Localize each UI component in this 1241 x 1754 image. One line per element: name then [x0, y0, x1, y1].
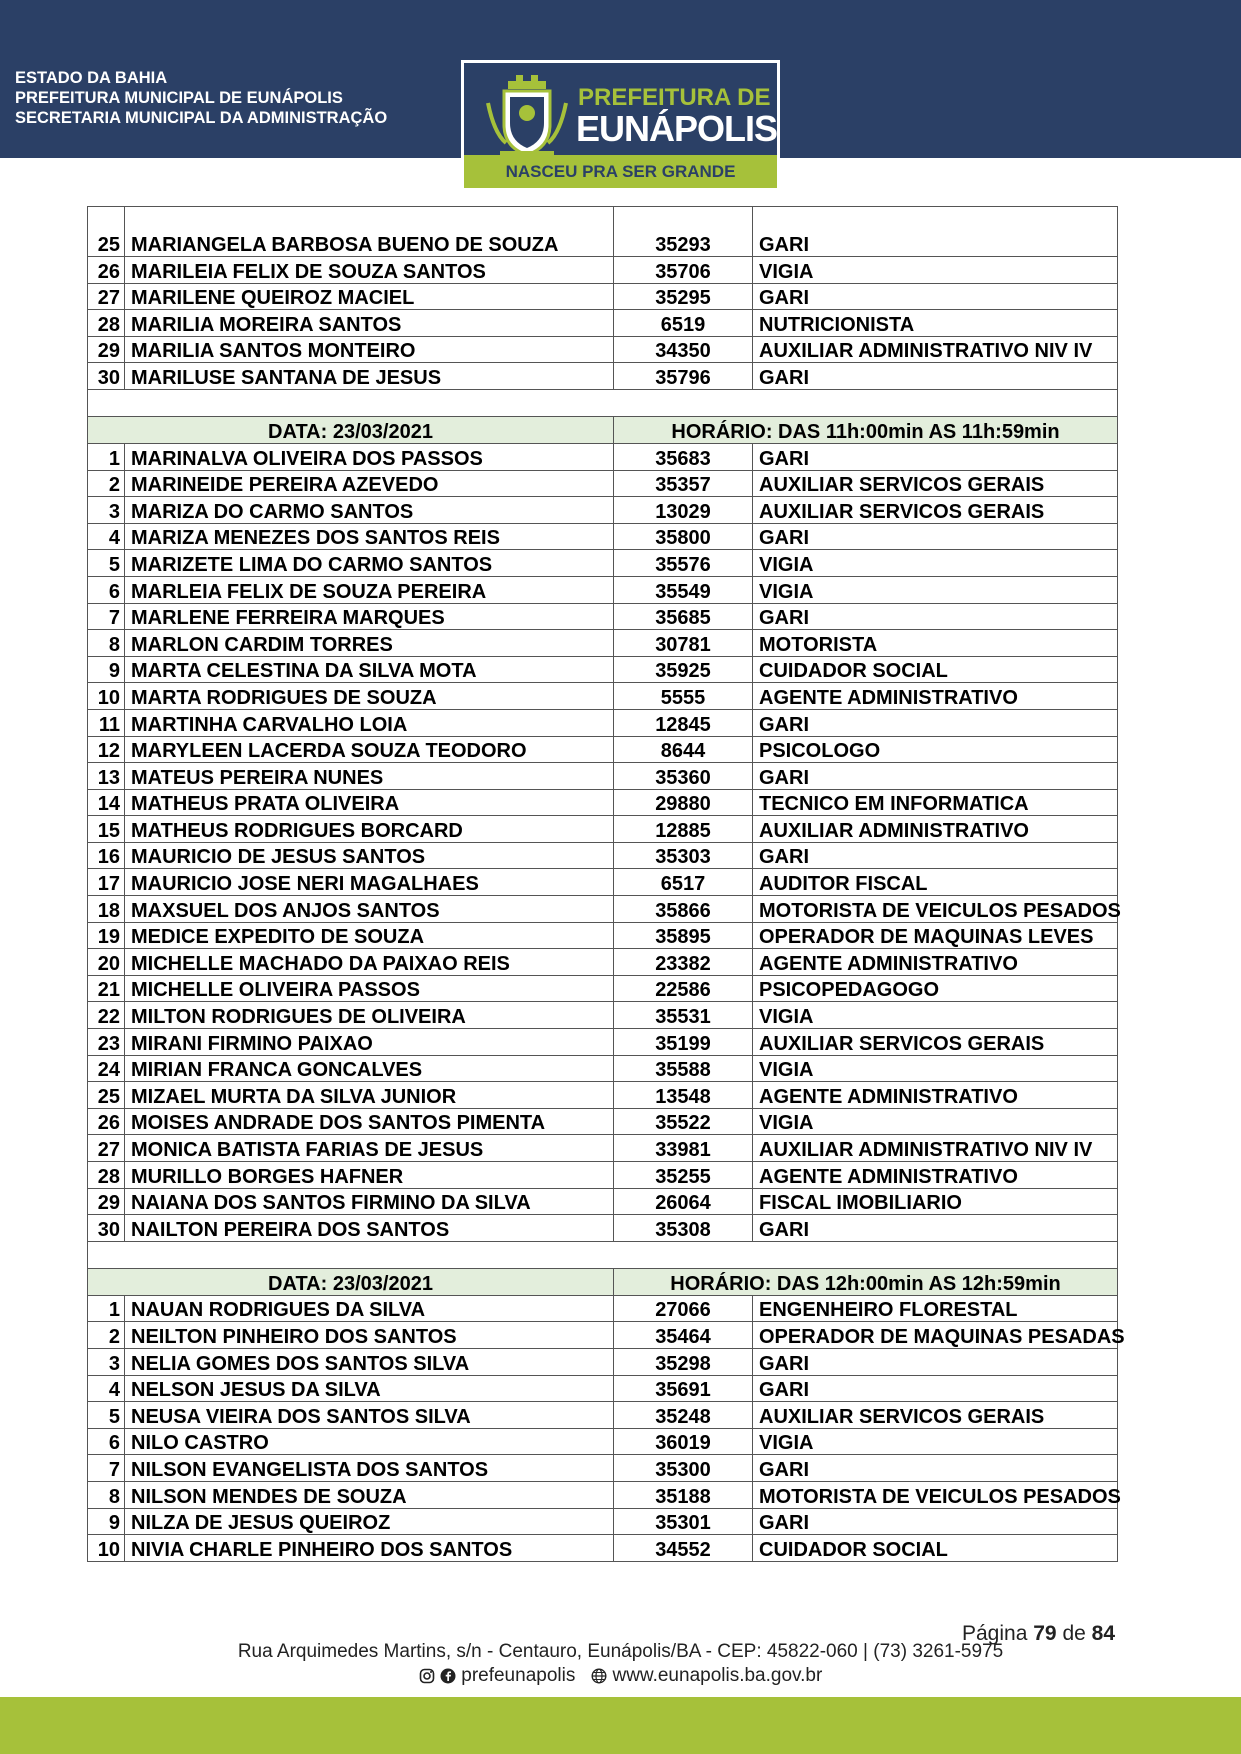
city-hall-logo — [461, 60, 780, 191]
registration-number: 35199 — [614, 1029, 753, 1056]
job-title: AUDITOR FISCAL — [753, 869, 1118, 896]
page-total: 84 — [1091, 1622, 1115, 1645]
table-row — [88, 310, 1118, 337]
job-title: GARI — [753, 709, 1118, 736]
table-row — [88, 763, 1118, 790]
table-row — [88, 896, 1118, 923]
row-number: 27 — [88, 1135, 125, 1162]
section-2-rows — [88, 443, 1121, 1241]
employee-name: MIRANI FIRMINO PAIXAO — [125, 1029, 614, 1056]
footer-address: Rua Arquimedes Martins, s/n - Centauro, Eunápolis/BA - CEP: 45822-060 | (73) 3261-5975 — [237, 1641, 1004, 1662]
first-block-body — [88, 207, 1118, 257]
row-number: 15 — [88, 816, 125, 843]
job-title: VIGIA — [753, 1428, 1118, 1455]
row-number: 3 — [88, 497, 125, 524]
row-number: 7 — [88, 603, 125, 630]
row-number: 20 — [88, 949, 125, 976]
registration-number: 35706 — [614, 257, 753, 284]
table-row — [88, 550, 1118, 577]
row-number: 9 — [88, 656, 125, 683]
job-title: AGENTE ADMINISTRATIVO — [753, 1082, 1118, 1109]
employee-name: NAIANA DOS SANTOS FIRMINO DA SILVA — [125, 1188, 614, 1215]
section-spacer — [88, 389, 1118, 416]
table-row — [88, 576, 1118, 603]
registration-number: 35464 — [614, 1322, 753, 1349]
registration-number: 35866 — [614, 896, 753, 923]
job-title: AUXILIAR SERVICOS GERAIS — [753, 470, 1118, 497]
employee-name: MARIZA MENEZES DOS SANTOS REIS — [125, 523, 614, 550]
section-time: HORÁRIO: DAS 12h:00min AS 12h:59min — [614, 1268, 1118, 1295]
registration-number: 13548 — [614, 1082, 753, 1109]
table-row — [88, 1295, 1118, 1322]
job-title: GARI — [753, 283, 1118, 310]
globe-icon — [591, 1668, 607, 1684]
row-number: 23 — [88, 1029, 125, 1056]
table-row — [88, 283, 1118, 310]
job-title: VIGIA — [753, 1055, 1118, 1082]
row-number: 24 — [88, 1055, 125, 1082]
employee-name: MARINEIDE PEREIRA AZEVEDO — [125, 470, 614, 497]
row-number: 25 — [88, 207, 125, 257]
job-title: AUXILIAR SERVICOS GERAIS — [753, 1402, 1118, 1429]
employee-name: MAXSUEL DOS ANJOS SANTOS — [125, 896, 614, 923]
table-row — [88, 207, 1118, 257]
job-title: VIGIA — [753, 1002, 1118, 1029]
social-handle: prefeunapolis — [461, 1665, 576, 1686]
logo-title-top: PREFEITURA DE — [578, 84, 771, 111]
page-prefix: Página — [962, 1622, 1028, 1645]
table-row — [88, 949, 1118, 976]
employee-name: NEUSA VIEIRA DOS SANTOS SILVA — [125, 1402, 614, 1429]
table-row — [88, 975, 1118, 1002]
job-title: MOTORISTA DE VEICULOS PESADOS — [753, 896, 1118, 923]
employee-name: MARILUSE SANTANA DE JESUS — [125, 363, 614, 390]
section-header — [88, 416, 1118, 443]
employee-name: NILSON MENDES DE SOUZA — [125, 1481, 614, 1508]
employee-name: MARILIA MOREIRA SANTOS — [125, 310, 614, 337]
table-row — [88, 443, 1118, 470]
registration-number: 36019 — [614, 1428, 753, 1455]
table-row — [88, 1108, 1118, 1135]
registration-number: 35895 — [614, 922, 753, 949]
employee-name: MATHEUS PRATA OLIVEIRA — [125, 789, 614, 816]
table-row — [88, 336, 1118, 363]
row-number: 28 — [88, 310, 125, 337]
registration-number: 35255 — [614, 1162, 753, 1189]
section-time: HORÁRIO: DAS 11h:00min AS 11h:59min — [614, 416, 1118, 443]
row-number: 5 — [88, 550, 125, 577]
table-row — [88, 816, 1118, 843]
job-title: GARI — [753, 207, 1118, 257]
table-row — [88, 656, 1118, 683]
row-number: 26 — [88, 1108, 125, 1135]
section-spacer — [88, 1241, 1118, 1268]
table-row — [88, 363, 1118, 390]
table-row — [88, 1508, 1118, 1535]
job-title: GARI — [753, 1348, 1118, 1375]
registration-number: 35683 — [614, 443, 753, 470]
header-line-city-hall: PREFEITURA MUNICIPAL DE EUNÁPOLIS — [15, 89, 343, 107]
row-number: 4 — [88, 1375, 125, 1402]
job-title: GARI — [753, 763, 1118, 790]
job-title: GARI — [753, 1455, 1118, 1482]
header-line-secretariat: SECRETARIA MUNICIPAL DA ADMINISTRAÇÃO — [15, 109, 388, 127]
job-title: GARI — [753, 1508, 1118, 1535]
row-number: 16 — [88, 842, 125, 869]
registration-number: 23382 — [614, 949, 753, 976]
employee-name: MATHEUS RODRIGUES BORCARD — [125, 816, 614, 843]
job-title: VIGIA — [753, 257, 1118, 284]
table-row — [88, 1375, 1118, 1402]
employee-name: MEDICE EXPEDITO DE SOUZA — [125, 922, 614, 949]
registration-number: 35691 — [614, 1375, 753, 1402]
table-row — [88, 1428, 1118, 1455]
employee-name: MURILLO BORGES HAFNER — [125, 1162, 614, 1189]
job-title: GARI — [753, 443, 1118, 470]
row-number: 8 — [88, 1481, 125, 1508]
job-title: ENGENHEIRO FLORESTAL — [753, 1295, 1118, 1322]
table-row — [88, 1481, 1118, 1508]
registration-number: 22586 — [614, 975, 753, 1002]
employee-name: MARLEIA FELIX DE SOUZA PEREIRA — [125, 576, 614, 603]
job-title: OPERADOR DE MAQUINAS LEVES — [753, 922, 1118, 949]
employee-name: MARIZA DO CARMO SANTOS — [125, 497, 614, 524]
row-number: 27 — [88, 283, 125, 310]
table-row — [88, 1002, 1118, 1029]
row-number: 6 — [88, 1428, 125, 1455]
employee-name: MICHELLE OLIVEIRA PASSOS — [125, 975, 614, 1002]
row-number: 19 — [88, 922, 125, 949]
registration-number: 35300 — [614, 1455, 753, 1482]
employee-name: NIVIA CHARLE PINHEIRO DOS SANTOS — [125, 1535, 614, 1562]
row-number: 25 — [88, 1082, 125, 1109]
registration-number: 33981 — [614, 1135, 753, 1162]
row-number: 17 — [88, 869, 125, 896]
bottom-band — [0, 1697, 1241, 1754]
row-number: 18 — [88, 896, 125, 923]
registration-number: 13029 — [614, 497, 753, 524]
employee-name: MICHELLE MACHADO DA PAIXAO REIS — [125, 949, 614, 976]
employee-name: NILSON EVANGELISTA DOS SANTOS — [125, 1455, 614, 1482]
registration-number: 35549 — [614, 576, 753, 603]
job-title: PSICOLOGO — [753, 736, 1118, 763]
job-title: VIGIA — [753, 576, 1118, 603]
first-block-rest — [88, 257, 1118, 390]
employee-name: MAURICIO JOSE NERI MAGALHAES — [125, 869, 614, 896]
website-link[interactable]: www.eunapolis.ba.gov.br — [612, 1665, 823, 1686]
table-row — [88, 470, 1118, 497]
row-number: 5 — [88, 1402, 125, 1429]
registration-number: 5555 — [614, 683, 753, 710]
registration-number: 35303 — [614, 842, 753, 869]
instagram-icon — [419, 1668, 435, 1684]
row-number: 1 — [88, 443, 125, 470]
registration-number: 35685 — [614, 603, 753, 630]
row-number: 10 — [88, 1535, 125, 1562]
employee-name: MARINALVA OLIVEIRA DOS PASSOS — [125, 443, 614, 470]
registration-number: 35188 — [614, 1481, 753, 1508]
registration-number: 34552 — [614, 1535, 753, 1562]
employee-name: NELSON JESUS DA SILVA — [125, 1375, 614, 1402]
table-row — [88, 1135, 1118, 1162]
job-title: VIGIA — [753, 550, 1118, 577]
header-text — [15, 68, 387, 128]
registration-number: 6517 — [614, 869, 753, 896]
job-title: GARI — [753, 603, 1118, 630]
employee-name: MARTA CELESTINA DA SILVA MOTA — [125, 656, 614, 683]
job-title: PSICOPEDAGOGO — [753, 975, 1118, 1002]
table-row — [88, 1402, 1118, 1429]
row-number: 30 — [88, 1215, 125, 1242]
job-title: AGENTE ADMINISTRATIVO — [753, 1162, 1118, 1189]
employee-name: MARIANGELA BARBOSA BUENO DE SOUZA — [125, 207, 614, 257]
section-3-rows — [88, 1295, 1125, 1561]
row-number: 22 — [88, 1002, 125, 1029]
row-number: 7 — [88, 1455, 125, 1482]
table-row — [88, 1162, 1118, 1189]
job-title: VIGIA — [753, 1108, 1118, 1135]
job-title: AUXILIAR SERVICOS GERAIS — [753, 497, 1118, 524]
registration-number: 34350 — [614, 336, 753, 363]
employee-name: NAUAN RODRIGUES DA SILVA — [125, 1295, 614, 1322]
job-title: FISCAL IMOBILIARIO — [753, 1188, 1118, 1215]
table-row — [88, 630, 1118, 657]
table-row — [88, 257, 1118, 284]
spacer-cell — [88, 389, 1118, 416]
row-number: 10 — [88, 683, 125, 710]
employee-name: MARLON CARDIM TORRES — [125, 630, 614, 657]
registration-number: 26064 — [614, 1188, 753, 1215]
registration-number: 35796 — [614, 363, 753, 390]
registration-number: 35301 — [614, 1508, 753, 1535]
employee-name: MARTINHA CARVALHO LOIA — [125, 709, 614, 736]
roster-table — [87, 206, 1125, 1562]
employee-name: MAURICIO DE JESUS SANTOS — [125, 842, 614, 869]
facebook-icon — [440, 1668, 456, 1684]
row-number: 13 — [88, 763, 125, 790]
registration-number: 35248 — [614, 1402, 753, 1429]
registration-number: 8644 — [614, 736, 753, 763]
job-title: CUIDADOR SOCIAL — [753, 656, 1118, 683]
employee-name: MATEUS PEREIRA NUNES — [125, 763, 614, 790]
job-title: AGENTE ADMINISTRATIVO — [753, 683, 1118, 710]
row-number: 3 — [88, 1348, 125, 1375]
row-number: 9 — [88, 1508, 125, 1535]
section-header — [88, 1268, 1118, 1295]
row-number: 21 — [88, 975, 125, 1002]
section-date: DATA: 23/03/2021 — [88, 1268, 614, 1295]
section-3 — [88, 1241, 1118, 1295]
table-row — [88, 603, 1118, 630]
registration-number: 35360 — [614, 763, 753, 790]
table-row — [88, 523, 1118, 550]
row-number: 4 — [88, 523, 125, 550]
job-title: NUTRICIONISTA — [753, 310, 1118, 337]
footer-social — [0, 1665, 1241, 1687]
table-row — [88, 709, 1118, 736]
job-title: OPERADOR DE MAQUINAS PESADAS — [753, 1322, 1118, 1349]
job-title: AUXILIAR ADMINISTRATIVO — [753, 816, 1118, 843]
job-title: GARI — [753, 523, 1118, 550]
row-number: 6 — [88, 576, 125, 603]
registration-number: 35522 — [614, 1108, 753, 1135]
employee-name: NEILTON PINHEIRO DOS SANTOS — [125, 1322, 614, 1349]
row-number: 1 — [88, 1295, 125, 1322]
table-row — [88, 1322, 1118, 1349]
row-number: 2 — [88, 1322, 125, 1349]
table-row — [88, 1455, 1118, 1482]
registration-number: 6519 — [614, 310, 753, 337]
row-number: 11 — [88, 709, 125, 736]
section-2 — [88, 389, 1118, 443]
registration-number: 35295 — [614, 283, 753, 310]
table-row — [88, 683, 1118, 710]
job-title: AGENTE ADMINISTRATIVO — [753, 949, 1118, 976]
table-row — [88, 869, 1118, 896]
job-title: MOTORISTA — [753, 630, 1118, 657]
employee-name: MARIZETE LIMA DO CARMO SANTOS — [125, 550, 614, 577]
employee-name: MILTON RODRIGUES DE OLIVEIRA — [125, 1002, 614, 1029]
registration-number: 12845 — [614, 709, 753, 736]
job-title: CUIDADOR SOCIAL — [753, 1535, 1118, 1562]
row-number: 29 — [88, 1188, 125, 1215]
job-title: GARI — [753, 1375, 1118, 1402]
registration-number: 35800 — [614, 523, 753, 550]
registration-number: 27066 — [614, 1295, 753, 1322]
row-number: 30 — [88, 363, 125, 390]
table-row — [88, 1055, 1118, 1082]
job-title: AUXILIAR ADMINISTRATIVO NIV IV — [753, 336, 1118, 363]
section-date: DATA: 23/03/2021 — [88, 416, 614, 443]
employee-name: MARYLEEN LACERDA SOUZA TEODORO — [125, 736, 614, 763]
employee-name: MIRIAN FRANCA GONCALVES — [125, 1055, 614, 1082]
registration-number: 35531 — [614, 1002, 753, 1029]
employee-name: NELIA GOMES DOS SANTOS SILVA — [125, 1348, 614, 1375]
coat-of-arms-icon — [486, 73, 568, 161]
employee-name: NAILTON PEREIRA DOS SANTOS — [125, 1215, 614, 1242]
table-row — [88, 1215, 1118, 1242]
job-title: GARI — [753, 1215, 1118, 1242]
table-row — [88, 1188, 1118, 1215]
registration-number: 35308 — [614, 1215, 753, 1242]
job-title: TECNICO EM INFORMATICA — [753, 789, 1118, 816]
table-row — [88, 1082, 1118, 1109]
table-row — [88, 1348, 1118, 1375]
registration-number: 35925 — [614, 656, 753, 683]
registration-number: 30781 — [614, 630, 753, 657]
table-row — [88, 789, 1118, 816]
table-row — [88, 1535, 1118, 1562]
header-line-state: ESTADO DA BAHIA — [15, 69, 168, 87]
spacer-cell — [88, 1241, 1118, 1268]
row-number: 28 — [88, 1162, 125, 1189]
employee-name: MARLENE FERREIRA MARQUES — [125, 603, 614, 630]
registration-number: 35293 — [614, 207, 753, 257]
row-number: 12 — [88, 736, 125, 763]
logo-slogan: NASCEU PRA SER GRANDE — [464, 155, 777, 188]
employee-name: MOISES ANDRADE DOS SANTOS PIMENTA — [125, 1108, 614, 1135]
registration-number: 35298 — [614, 1348, 753, 1375]
registration-number: 12885 — [614, 816, 753, 843]
registration-number: 35576 — [614, 550, 753, 577]
job-title: AUXILIAR SERVICOS GERAIS — [753, 1029, 1118, 1056]
row-number: 2 — [88, 470, 125, 497]
employee-name: MIZAEL MURTA DA SILVA JUNIOR — [125, 1082, 614, 1109]
table-row — [88, 497, 1118, 524]
row-number: 26 — [88, 257, 125, 284]
table-row — [88, 842, 1118, 869]
page-number: 79 — [1033, 1622, 1057, 1645]
employee-name: MONICA BATISTA FARIAS DE JESUS — [125, 1135, 614, 1162]
registration-number: 35357 — [614, 470, 753, 497]
job-title: GARI — [753, 842, 1118, 869]
table-row — [88, 922, 1118, 949]
row-number: 8 — [88, 630, 125, 657]
row-number: 29 — [88, 336, 125, 363]
employee-name: MARTA RODRIGUES DE SOUZA — [125, 683, 614, 710]
employee-name: MARILEIA FELIX DE SOUZA SANTOS — [125, 257, 614, 284]
job-title: MOTORISTA DE VEICULOS PESADOS — [753, 1481, 1118, 1508]
logo-title-main: EUNÁPOLIS — [576, 108, 778, 149]
registration-number: 35588 — [614, 1055, 753, 1082]
row-number: 14 — [88, 789, 125, 816]
employee-name: NILZA DE JESUS QUEIROZ — [125, 1508, 614, 1535]
employee-name: MARILENE QUEIROZ MACIEL — [125, 283, 614, 310]
job-title: GARI — [753, 363, 1118, 390]
page-of: de — [1062, 1622, 1086, 1645]
employee-name: MARILIA SANTOS MONTEIRO — [125, 336, 614, 363]
registration-number: 29880 — [614, 789, 753, 816]
table-row — [88, 736, 1118, 763]
job-title: AUXILIAR ADMINISTRATIVO NIV IV — [753, 1135, 1118, 1162]
employee-name: NILO CASTRO — [125, 1428, 614, 1455]
table-row — [88, 1029, 1118, 1056]
